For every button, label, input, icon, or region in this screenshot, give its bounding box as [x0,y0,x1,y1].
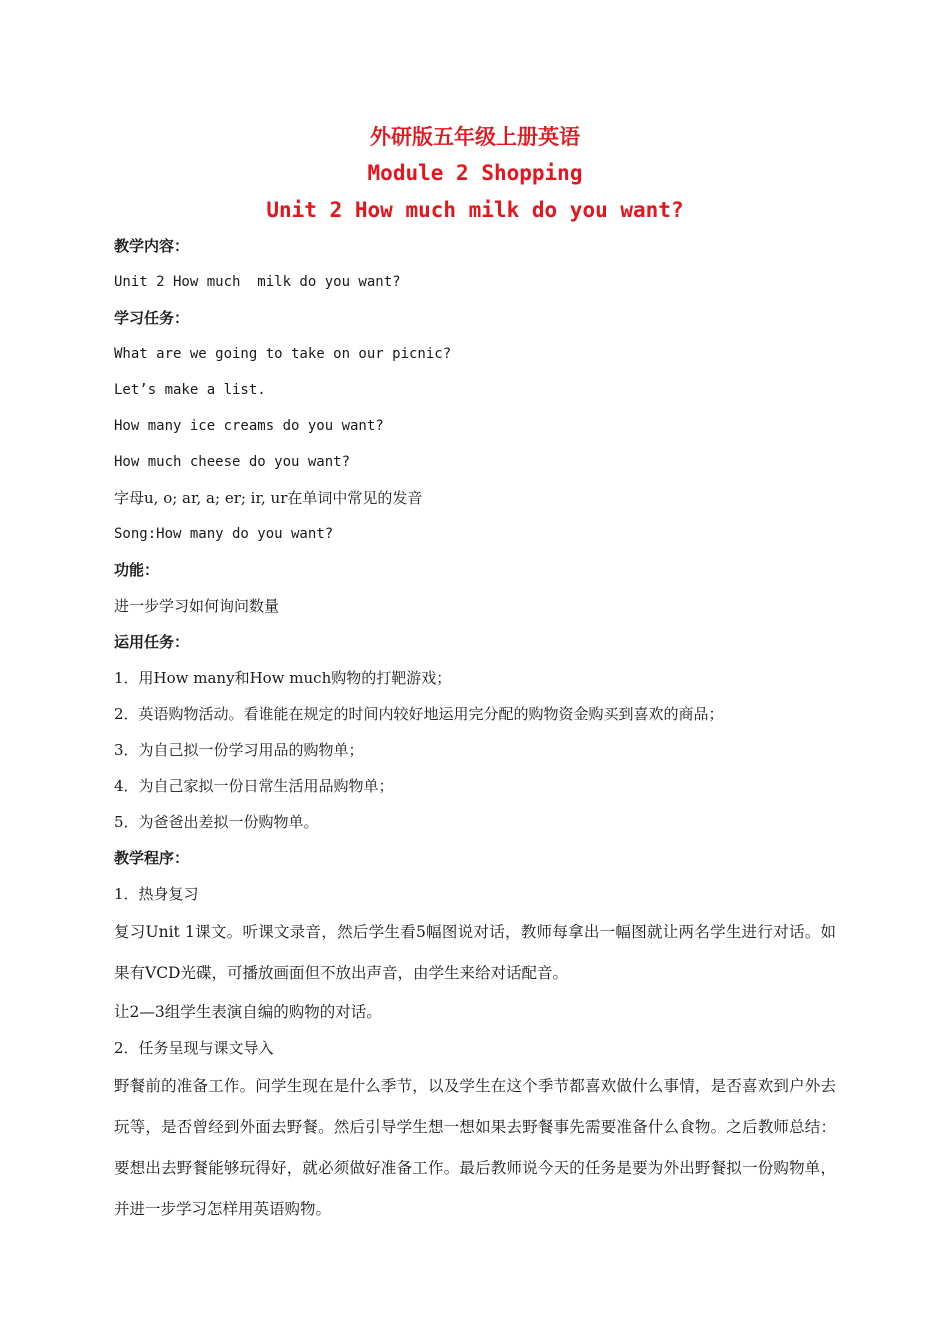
apply-item: 4．为自己家拟一份日常生活用品购物单； [114,777,394,795]
document-body [114,228,836,1230]
task-item: How many ice creams do you want? [114,418,384,434]
apply-item: 3．为自己拟一份学习用品的购物单； [114,741,364,759]
step-paragraph: 让2—3组学生表演自编的购物的对话。 [114,1003,382,1021]
apply-item: 5．为爸爸出差拟一份购物单。 [114,813,319,831]
section-heading-function: 功能： [114,561,160,579]
unit-title: Unit 2 How much milk do you want? [266,198,684,222]
step-title: 1．热身复习 [114,885,199,903]
task-item: Let’s make a list. [114,382,266,398]
title-block [0,118,950,229]
function-text: 进一步学习如何询问数量 [114,597,280,615]
step-paragraph: 复习Unit 1课文。听课文录音，然后学生看5幅图说对话，教师每拿出一幅图就让两名学生进行对话。如果有VCD光碟，可播放画面但不放出声音，由学生来给对话配音。 [114,923,836,982]
apply-item: 2．英语购物活动。看谁能在规定的时间内较好地运用完分配的购物资金购买到喜欢的商品； [114,705,724,723]
task-item: Song:How many do you want? [114,526,334,542]
task-item: How much cheese do you want? [114,454,351,470]
apply-item: 1．用How many和How much购物的打靶游戏； [114,669,452,687]
section-heading-tasks: 学习任务： [114,309,190,327]
module-title: Module 2 Shopping [367,161,583,185]
section-heading-procedure: 教学程序： [114,849,190,867]
document-title: 外研版五年级上册英语 [370,124,580,149]
task-item: What are we going to take on our picnic? [114,346,452,362]
step-paragraph: 野餐前的准备工作。问学生现在是什么季节，以及学生在这个季节都喜欢做什么事情，是否喜欢到户外去玩等，是否曾经到外面去野餐。然后引导学生想一想如果去野餐事先需要准备什么食物。之后教师总结：要想出去野餐能够玩得好，就必须做好准备工作。最后教师说今天的任务是要为外出野餐拟一份购物单，并进一步学习怎样用英语购物。 [114,1077,836,1218]
section-heading-apply: 运用任务： [114,633,190,651]
content-text: Unit 2 How much milk do you want? [114,274,401,290]
step-title: 2．任务呈现与课文导入 [114,1039,274,1057]
section-heading-content: 教学内容： [114,237,190,255]
task-item: 字母u, o; ar, a; er; ir, ur在单词中常见的发音 [114,489,423,507]
